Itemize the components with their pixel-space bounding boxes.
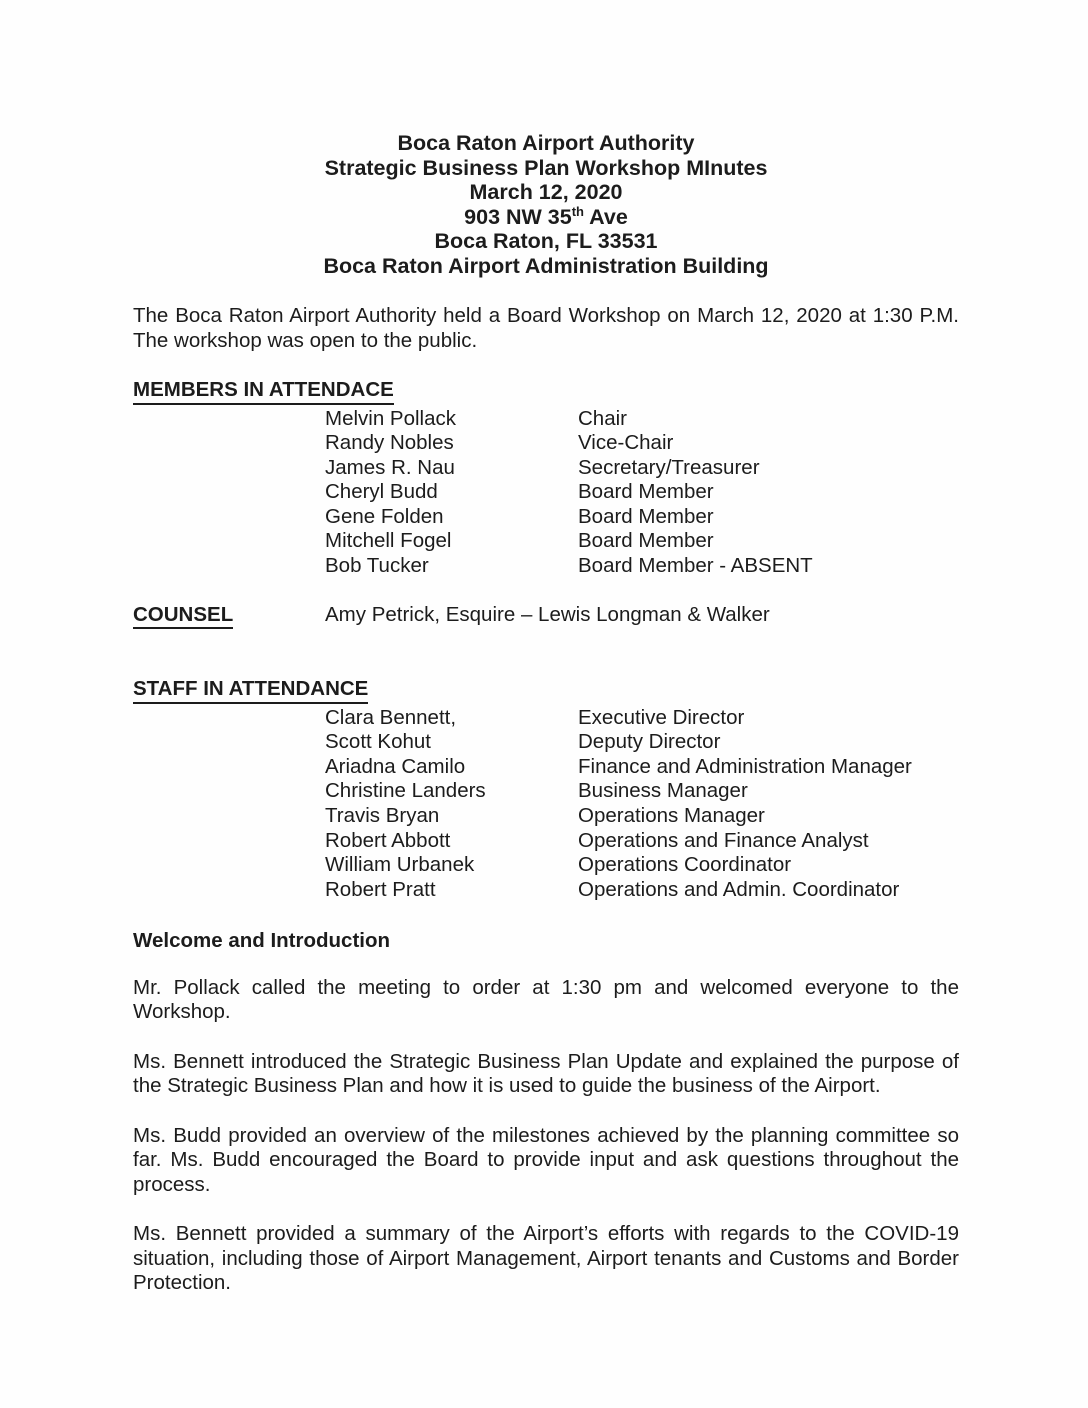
- member-role: Chair: [578, 406, 627, 430]
- staff-row: [133, 779, 959, 804]
- staff-role: Operations and Admin. Coordinator: [578, 877, 900, 901]
- staff-role: Deputy Director: [578, 730, 721, 754]
- counsel-text: Amy Petrick, Esquire – Lewis Longman & Walker: [325, 602, 770, 626]
- document-title-block: [133, 131, 959, 278]
- staff-name: Clara Bennett,: [325, 705, 457, 729]
- staff-row: [133, 804, 959, 829]
- staff-row: [133, 706, 959, 731]
- staff-row: [133, 755, 959, 780]
- staff-name: Ariadna Camilo: [325, 754, 466, 778]
- member-row: [133, 480, 959, 505]
- staff-role: Business Manager: [578, 779, 748, 803]
- member-role: Secretary/Treasurer: [578, 455, 760, 479]
- members-section: [133, 378, 959, 579]
- member-name: Gene Folden: [325, 504, 444, 528]
- doc-title-line-authority: Boca Raton Airport Authority: [397, 131, 695, 155]
- welcome-section: [133, 929, 959, 1296]
- member-role: Board Member - ABSENT: [578, 554, 813, 578]
- members-list: [133, 407, 959, 579]
- staff-name: Scott Kohut: [325, 730, 431, 754]
- staff-row: [133, 730, 959, 755]
- staff-name: Travis Bryan: [325, 804, 440, 828]
- member-role: Board Member: [578, 480, 714, 504]
- staff-name: Robert Abbott: [325, 828, 451, 852]
- welcome-heading: Welcome and Introduction: [133, 929, 391, 953]
- intro-paragraph: The Boca Raton Airport Authority held a Board Workshop on March 12, 2020 at 1:30 P.M. The workshop was open to the public.: [133, 304, 959, 352]
- staff-role: Operations Coordinator: [578, 853, 792, 877]
- doc-title-line-workshop: Strategic Business Plan Workshop MInutes: [324, 155, 768, 180]
- staff-section: [133, 677, 959, 902]
- staff-role: Finance and Administration Manager: [578, 754, 912, 778]
- member-name: Bob Tucker: [325, 554, 429, 578]
- member-row: [133, 456, 959, 481]
- staff-list: [133, 706, 959, 903]
- body-paragraph: Ms. Budd provided an overview of the milestones achieved by the planning committee so far. Ms. Budd encouraged the Board to provide input and ask questions throughout the process.: [133, 1123, 959, 1196]
- staff-name: Robert Pratt: [325, 877, 436, 901]
- member-name: Randy Nobles: [325, 431, 454, 455]
- member-name: Mitchell Fogel: [325, 529, 452, 553]
- staff-role: Executive Director: [578, 705, 745, 729]
- document-content: [133, 131, 959, 1321]
- staff-role: Operations Manager: [578, 804, 765, 828]
- address-post: Ave: [584, 204, 628, 229]
- body-paragraph: Ms. Bennett introduced the Strategic Business Plan Update and explained the purpose of the Strategic Business Plan and how it is used to guide the business of the Airport.: [133, 1049, 959, 1098]
- member-role: Board Member: [578, 529, 714, 553]
- member-row: [133, 554, 959, 579]
- doc-title-line-date: March 12, 2020: [469, 180, 623, 204]
- staff-row: [133, 829, 959, 854]
- address-pre: 903 NW 35: [464, 204, 572, 229]
- staff-row: [133, 853, 959, 878]
- counsel-section: [133, 603, 959, 630]
- member-row: [133, 407, 959, 432]
- staff-name: William Urbanek: [325, 853, 475, 877]
- staff-role: Operations and Finance Analyst: [578, 828, 869, 852]
- staff-name: Christine Landers: [325, 779, 486, 803]
- member-row: [133, 431, 959, 456]
- staff-heading: STAFF IN ATTENDANCE: [133, 677, 959, 704]
- doc-title-line-city: Boca Raton, FL 33531: [434, 229, 658, 253]
- member-name: Melvin Pollack: [325, 406, 457, 430]
- member-row: [133, 505, 959, 530]
- body-paragraph: Ms. Bennett provided a summary of the Airport’s efforts with regards to the COVID-19 situation, including those of Airport Management, Airport tenants and Customs and Border Protection.: [133, 1222, 959, 1295]
- member-row: [133, 529, 959, 554]
- doc-title-line-address: [133, 205, 959, 230]
- member-name: Cheryl Budd: [325, 480, 438, 504]
- address-ordinal-suffix: th: [571, 203, 584, 219]
- staff-row: [133, 878, 959, 903]
- member-name: James R. Nau: [325, 455, 455, 479]
- doc-title-line-building: Boca Raton Airport Administration Building: [323, 253, 769, 278]
- body-paragraph: Mr. Pollack called the meeting to order at 1:30 pm and welcomed everyone to the Workshop.: [133, 975, 959, 1024]
- member-role: Board Member: [578, 504, 714, 528]
- counsel-heading: COUNSEL: [133, 603, 325, 630]
- member-role: Vice-Chair: [578, 431, 674, 455]
- members-heading: MEMBERS IN ATTENDACE: [133, 378, 959, 405]
